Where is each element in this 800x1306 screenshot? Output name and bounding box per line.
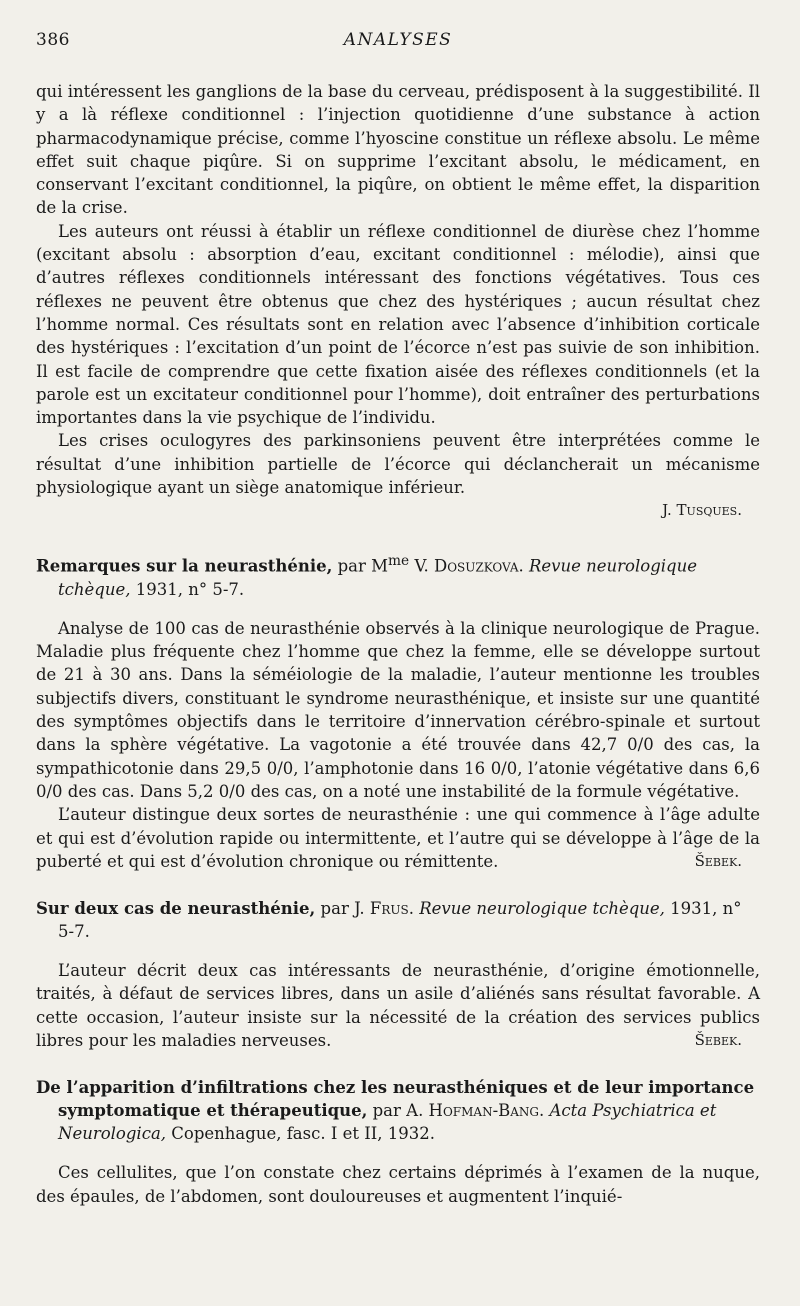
running-head: ANALYSES (343, 30, 453, 50)
paragraph: Analyse de 100 cas de neurasthénie observés à la clinique neurologique de Prague. Maladie plus fréquente chez l’homme que chez la femme, elle se développe surtout de 21 à 30 ans. Dans la séméiologie de la maladie, l’auteur mentionne les troubles subjectifs divers, constituant le syndrome neurasthénique, et insiste sur une quantité des symptômes objectifs dans le territoire d’innervation cérébro-spinale et surtout dans la sphère végétative. La vagotonie a été trouvée dans 42,7 0/0 des cas, la sympathicotonie dans 29,5 0/0, l’amphotonie dans 16 0/0, l’atonie végétative dans 6,6 0/0 des cas. Dans 5,2 0/0 des cas, on a noté une instabilité de la formule végétative. (36, 618, 760, 801)
paragraph: Les auteurs ont réussi à établir un réflexe conditionnel de diurèse chez l’homme (excitant absolu : absorption d’eau, excitant conditionnel : mélodie), ainsi que d’autres réflexes conditionnels intéressant des fonctions végétatives. Tous ces réflexes ne peuvent être obtenus que chez des hystériques ; aucun résultat chez l’homme normal. Ces résultats sont en relation avec l’absence d’inhibition corticale des hystériques : l’excitation d’un point de l’écorce n’est pas suivie de son inhibition. Il est facile de comprendre que cette fixation aisée des réflexes conditionnels (et la parole est un excitateur conditionnel pour l’homme), doit entraîner des perturbations importantes dans la vie psychique de l’individu. (36, 221, 760, 428)
article-title-sup: me (388, 553, 410, 570)
article-title: Remarques sur la neurasthénie, (36, 556, 333, 576)
paragraph (36, 803, 760, 873)
article-journal: Acta Psychiatrica et Neurologica, (58, 1101, 717, 1144)
article-citation: Copenhague, fasc. I et II, 1932. (166, 1124, 436, 1144)
article-neurasthenie-remarques (36, 550, 760, 873)
paragraph: qui intéressent les ganglions de la base du cerveau, prédisposent à la suggestibilité. Il y a là réflexe conditionnel : l’injection quotidienne d’une substance à action pharmacodynamique précise, comme l’hyoscine constitue un réflexe absolu. Le même effet suit chaque piqûre. Si on supprime l’excitant absolu, le médicament, en conservant l’excitant conditionnel, la piqûre, on obtient le même effet, la disparition de la crise. (36, 82, 760, 218)
signature: Šebek. (694, 851, 742, 870)
article-citation: 1931, n° 5-7. (130, 579, 245, 599)
signature: J. Tusques. (662, 501, 742, 520)
article-deux-cas (36, 897, 760, 1052)
intro-continuation (36, 80, 760, 522)
article-author: Frus. (364, 899, 414, 919)
article-journal: Revue neurologique tchèque, (413, 899, 665, 919)
paragraph-text: L’auteur décrit deux cas intéressants de neurasthénie, d’origine émotionnelle, traités, à défaut de services libres, dans un asile d’aliénés sans résultat favorable. A cette occasion, l’auteur insiste sur la nécessité de la création des services publics libres pour les maladies nerveuses. (36, 961, 760, 1050)
article-title: Sur deux cas de neurasthénie, (36, 899, 316, 919)
article-heading (36, 550, 760, 601)
article-author: Hofman-Bang. (423, 1101, 545, 1121)
paragraph: Ces cellulites, que l’on constate chez certains déprimés à l’examen de la nuque, des épaules, de l’abdomen, sont douloureuses et augmentent l’inquié- (36, 1163, 760, 1206)
signature: Šebek. (694, 1031, 742, 1049)
paragraph-text: L’auteur distingue deux sortes de neurasthénie : une qui commence à l’âge adulte et qui est d’évolution rapide ou intermittente, et l’autre qui se développe à l’âge de la puberté et qui est d’évolution chronique ou rémittente. (36, 805, 760, 871)
article-title: De l’apparition d’infiltrations chez les neurasthéniques et de leur importance symptomatique et thérapeutique, (36, 1078, 755, 1121)
article-by: par J. (315, 899, 365, 919)
article-by: par M (332, 556, 389, 576)
article-heading (36, 1076, 760, 1145)
paragraph: Les crises oculogyres des parkinsoniens peuvent être interprétées comme le résultat d’une inhibition partielle de l’écorce qui déclancherait un mécanisme physiologique ayant un siège anatomique inférieur. (36, 431, 760, 498)
article-infiltrations (36, 1076, 760, 1208)
article-author: V. Dosuzkova. (409, 556, 524, 576)
article-journal: Revue neurologique tchèque, (58, 556, 697, 599)
page-header (36, 30, 760, 58)
paragraph (36, 959, 760, 1052)
article-by: par A. (367, 1101, 424, 1121)
page-number: 386 (36, 30, 70, 50)
article-heading (36, 897, 760, 943)
article-citation: 1931, n° 5-7. (58, 899, 742, 942)
